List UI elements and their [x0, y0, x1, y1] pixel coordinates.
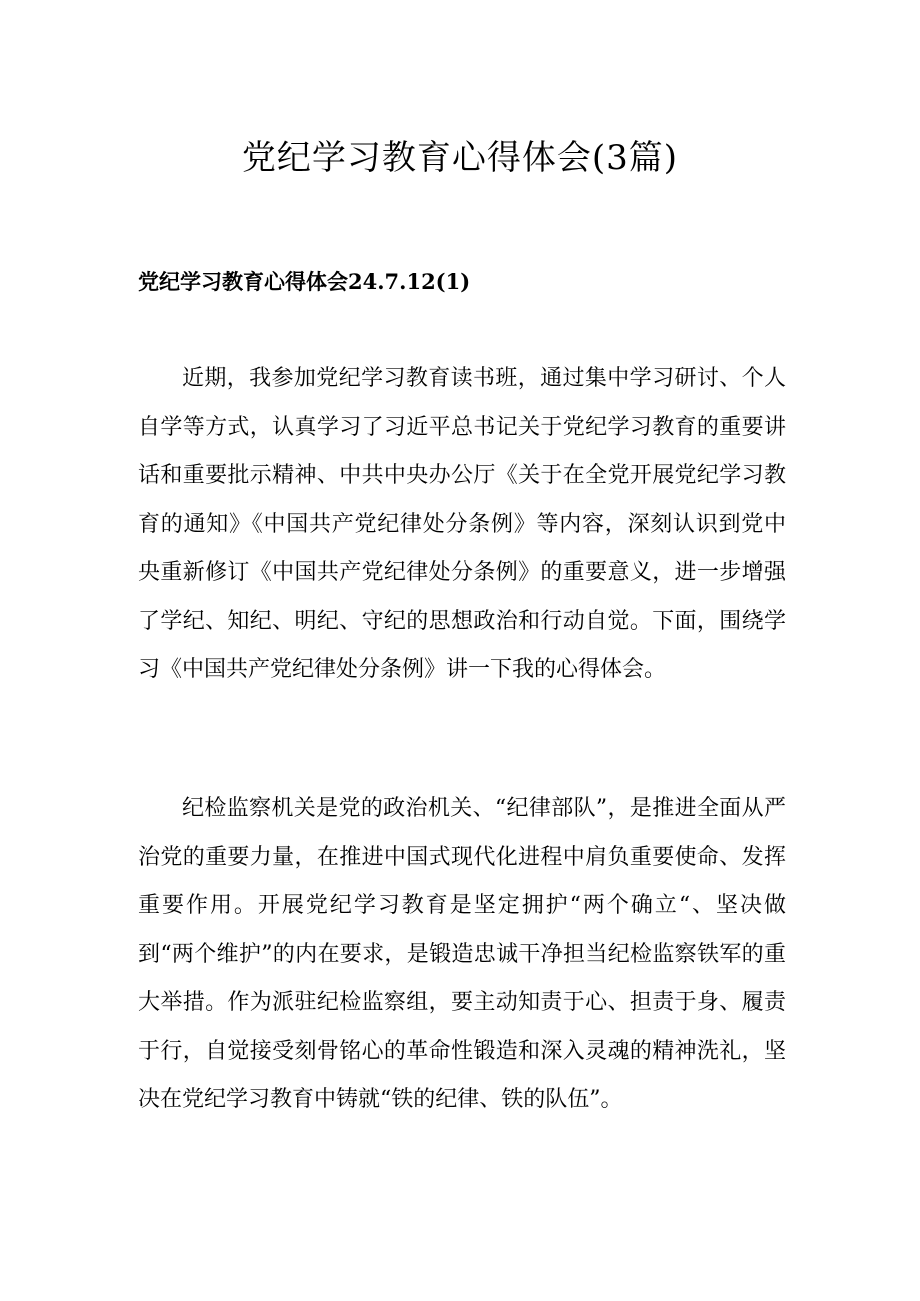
body-paragraph-2: 纪检监察机关是党的政治机关、“纪律部队”，是推进全面从严治党的重要力量，在推进中国式现代化进程中肩负重要使命、发挥重要作用。开展党纪学习教育是坚定拥护“两个确立“、坚决做到“两个维护”的内在要求，是锻造忠诚干净担当纪检监察铁军的重大举措。作为派驻纪检监察组，要主动知责于心、担责于身、履责于行，自觉接受刻骨铭心的革命性锻造和深入灵魂的精神洗礼，坚决在党纪学习教育中铸就“铁的纪律、铁的队伍”。	[138, 796, 786, 1112]
document-title: 党纪学习教育心得体会(3篇)	[241, 138, 679, 178]
body-paragraph-1: 近期，我参加党纪学习教育读书班，通过集中学习研讨、个人自学等方式，认真学习了习近平总书记关于党纪学习教育的重要讲话和重要批示精神、中共中央办公厅《关于在全党开展党纪学习教育的通知》《中国共产党纪律处分条例》等内容，深刻认识到党中央重新修订《中国共产党纪律处分条例》的重要意义，进一步增强了学纪、知纪、明纪、守纪的思想政治和行动自觉。下面，围绕学习《中国共产党纪律处分条例》讲一下我的心得体会。	[138, 366, 786, 682]
section-heading: 党纪学习教育心得体会24.7.12(1)	[138, 269, 471, 294]
